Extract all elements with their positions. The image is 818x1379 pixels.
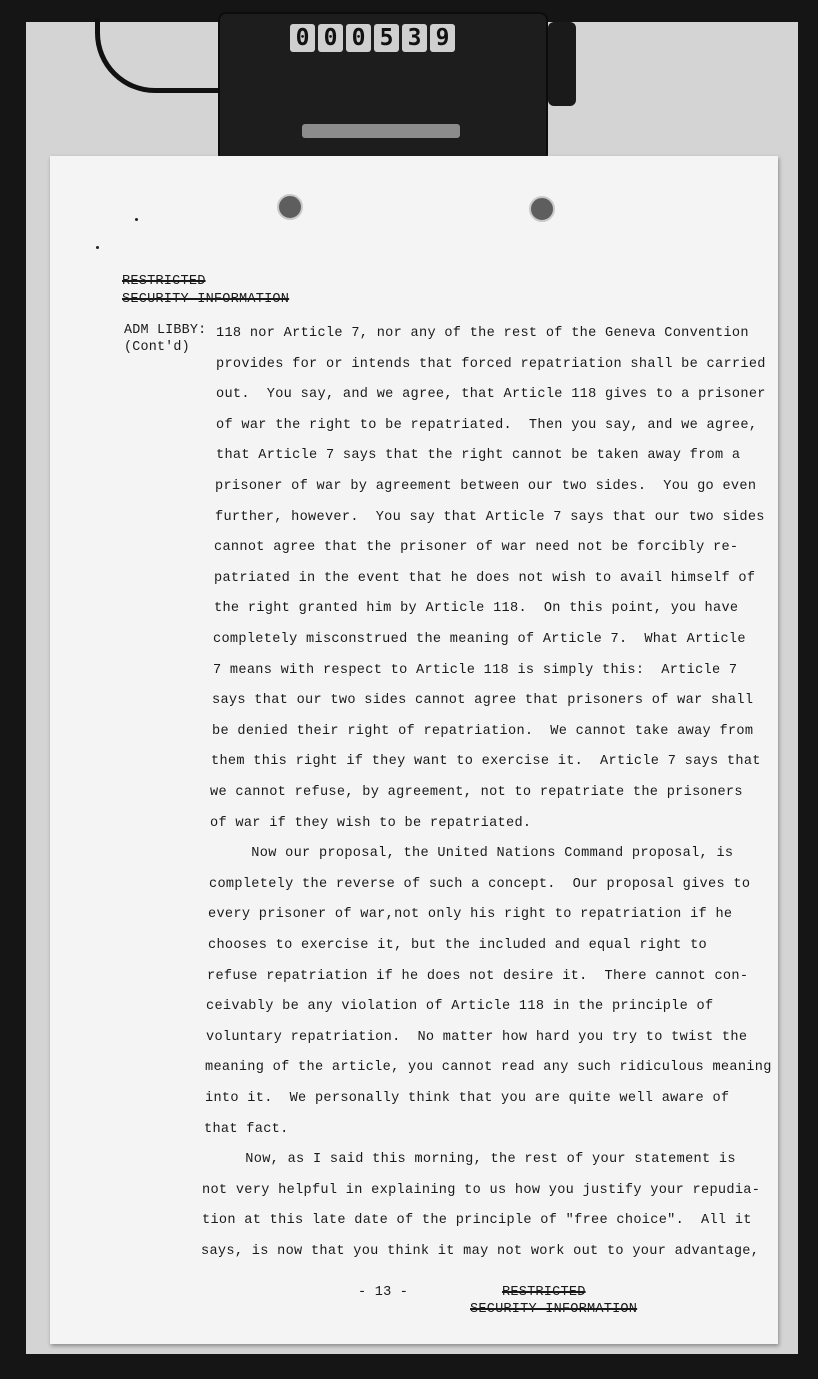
frame-counter-device — [220, 14, 546, 160]
body-line: not very helpful in explaining to us how you justify your repudia- — [202, 1183, 761, 1198]
counter-digit: 0 — [346, 24, 371, 52]
footer-classification-security: SECURITY INFORMATION — [470, 1302, 638, 1317]
body-line: of war if they wish to be repatriated. — [210, 816, 532, 831]
speck — [135, 218, 138, 221]
punch-hole — [277, 194, 303, 220]
body-line: ceivably be any violation of Article 118 in the principle of — [206, 999, 714, 1014]
body-line: cannot agree that the prisoner of war need not be forcibly re- — [214, 540, 739, 555]
counter-digit: 0 — [318, 24, 343, 52]
speaker-continued: (Cont'd) — [124, 340, 190, 355]
body-line: them this right if they want to exercise it. Article 7 says that — [211, 754, 761, 769]
body-line: out. You say, and we agree, that Article 118 gives to a prisoner — [216, 387, 766, 402]
body-line: meaning of the article, you cannot read any such ridiculous meaning — [205, 1060, 772, 1075]
page-number: - 13 - — [358, 1285, 409, 1300]
body-line: completely misconstrued the meaning of Article 7. What Article — [213, 632, 746, 647]
document-page — [50, 156, 778, 1344]
body-line: chooses to exercise it, but the included and equal right to — [208, 938, 707, 953]
frame-counter — [290, 24, 455, 52]
counter-slot — [302, 124, 460, 138]
body-line: Now our proposal, the United Nations Command proposal, is — [209, 846, 734, 861]
header-classification-restricted: RESTRICTED — [122, 274, 206, 289]
body-line: the right granted him by Article 118. On this point, you have — [214, 601, 739, 616]
header-classification-security: SECURITY INFORMATION — [122, 292, 290, 307]
counter-digit: 5 — [374, 24, 399, 52]
body-line: that Article 7 says that the right cannot be taken away from a — [216, 448, 741, 463]
body-line: that fact. — [204, 1122, 289, 1137]
counter-knob — [548, 22, 576, 106]
punch-hole — [529, 196, 555, 222]
speaker-name: ADM LIBBY: — [124, 323, 207, 338]
body-line: completely the reverse of such a concept. Our proposal gives to — [209, 877, 751, 892]
body-line: says that our two sides cannot agree that prisoners of war shall — [212, 693, 754, 708]
body-line: into it. We personally think that you are quite well aware of — [205, 1091, 730, 1106]
body-line: further, however. You say that Article 7 says that our two sides — [215, 510, 765, 525]
footer-classification-restricted: RESTRICTED — [502, 1285, 586, 1300]
speck — [96, 246, 99, 249]
body-line: tion at this late date of the principle of "free choice". All it — [202, 1213, 752, 1228]
body-line: provides for or intends that forced repatriation shall be carried — [216, 357, 766, 372]
body-line: 7 means with respect to Article 118 is simply this: Article 7 — [213, 663, 738, 678]
body-line: every prisoner of war,not only his right to repatriation if he — [208, 907, 733, 922]
body-line: 118 nor Article 7, nor any of the rest of the Geneva Convention — [216, 326, 749, 341]
counter-digit: 0 — [290, 24, 315, 52]
counter-digit: 3 — [402, 24, 427, 52]
body-line: we cannot refuse, by agreement, not to repatriate the prisoners — [210, 785, 743, 800]
body-line: be denied their right of repatriation. We cannot take away from — [212, 724, 754, 739]
body-line: says, is now that you think it may not work out to your advantage, — [201, 1244, 760, 1259]
counter-digit: 9 — [430, 24, 455, 52]
body-line: prisoner of war by agreement between our two sides. You go even — [215, 479, 757, 494]
body-line: refuse repatriation if he does not desire it. There cannot con- — [207, 969, 749, 984]
body-line: of war the right to be repatriated. Then you say, and we agree, — [216, 418, 758, 433]
body-line: patriated in the event that he does not wish to avail himself of — [214, 571, 756, 586]
body-line: voluntary repatriation. No matter how hard you try to twist the — [206, 1030, 748, 1045]
body-line: Now, as I said this morning, the rest of your statement is — [203, 1152, 736, 1167]
